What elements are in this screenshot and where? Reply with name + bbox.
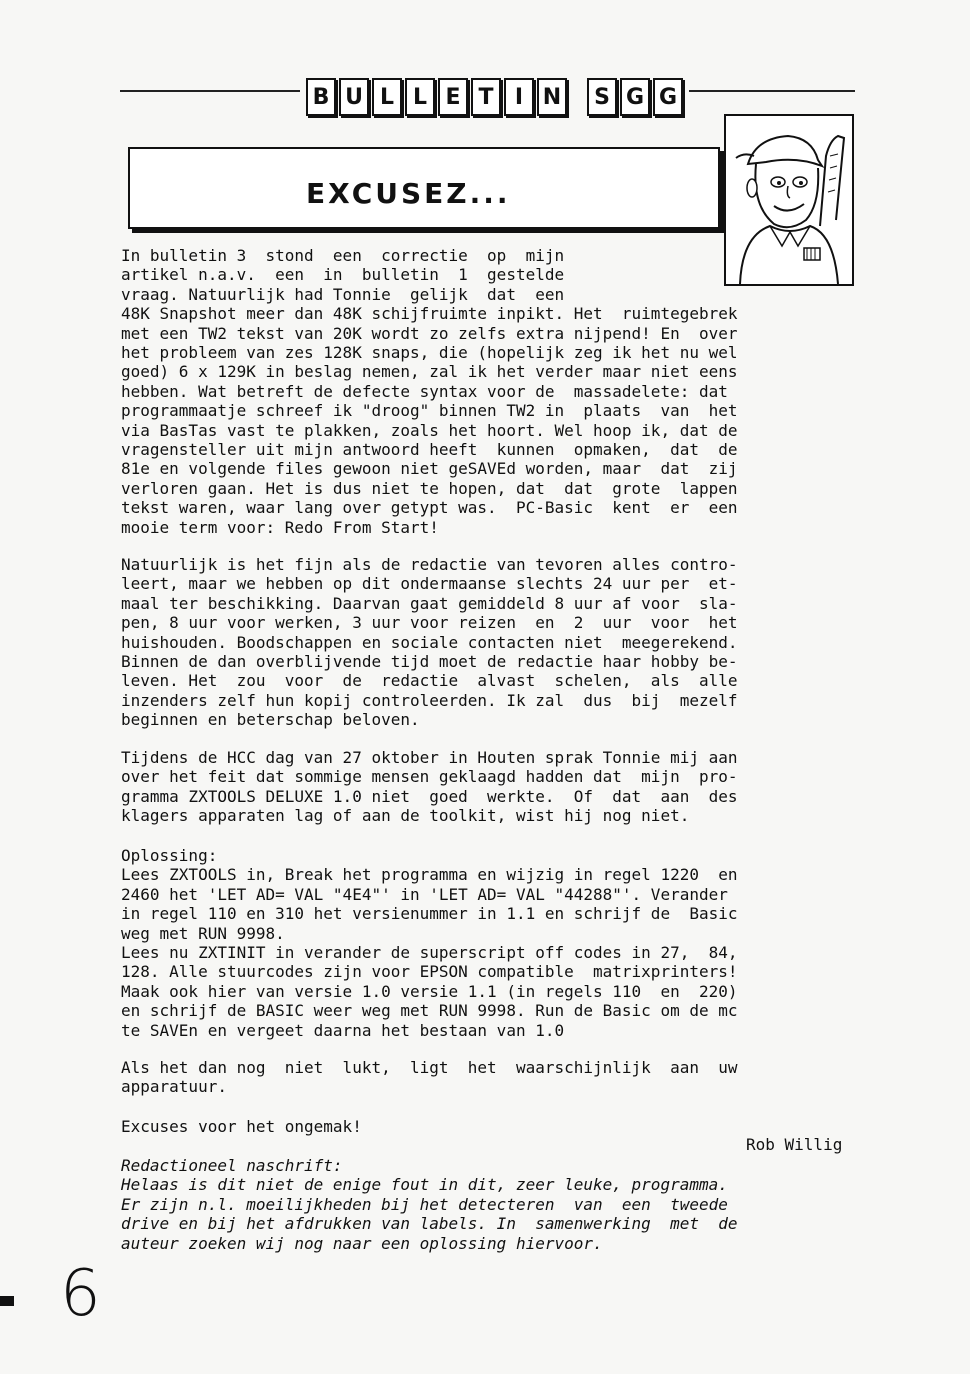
logo-letter: G <box>653 78 683 116</box>
paragraph-4-solution: Oplossing: Lees ZXTOOLS in, Break het programma en wijzig in regel 1220 en 2460 het 'LET AD= VAL "4E4"' in 'LET AD= VAL "44288"'. Verander in regel 110 en 310 het versienummer in 1.1 en schrijf de Basic weg met RUN 9998. Lees nu ZXTINIT in verander de superscript off codes in 27, 84, 128. Alle stuurcodes zijn voor EPSON compatible matrixprinters! Maak ook hier van versie 1.0 versie 1.1 (in regels 110 en 220) en schrijf de BASIC weer weg met RUN 9998. Run de Basic om de mc te SAVEn en vergeet daarna het bestaan van 1.0 <box>121 846 738 1040</box>
paragraph-1: In bulletin 3 stond een correctie op mijn artikel n.a.v. een in bulletin 1 gestelde vraag. Natuurlijk had Tonnie gelijk dat een 48K Snapshot meer dan 48K schijfruimte inpikt. Het ruimtegebrek met een TW2 tekst van 20K wordt zo zelfs extra nijpend! En over het probleem van zes 128K snaps, die (hopelijk zeg ik het nu wel goed) 6 x 129K in beslag nemen, zal ik het verder maar niet eens hebben. Wat betreft de defecte syntax voor de massadelete: dat programmaatje schreef ik "droog" binnen TW2 in plaats van het via BasTas vast te plakken, zoals het hoort. Wel hoop ik, dat de vragensteller uit mijn antwoord heeft kunnen opmaken, dat de 81e en volgende files gewoon niet geSAVEd worden, maar dat zij verloren gaan. Het is dus niet te hopen, dat dat grote lappen tekst waren, waar lang over getypt was. PC-Basic kent er een mooie term voor: Redo From Start! <box>121 246 738 537</box>
title-box <box>128 147 720 229</box>
logo-letter: I <box>504 78 534 116</box>
article-title: EXCUSEZ... <box>306 177 511 210</box>
logo-letter: S <box>587 78 617 116</box>
edge-mark <box>0 1296 14 1306</box>
logo-letter: B <box>306 78 336 116</box>
editorial-postscript: Redactioneel naschrift: Helaas is dit niet de enige fout in dit, zeer leuke, programma. Er zijn n.l. moeilijkheden bij het detecteren van een tweede drive en bij het afdrukken van labels. In samenwerking met de auteur zoeken wij nog naar een oplossing hiervoor. <box>121 1156 738 1253</box>
logo-letter: T <box>471 78 501 116</box>
paragraph-3: Tijdens de HCC dag van 27 oktober in Houten sprak Tonnie mij aan over het feit dat sommige mensen geklaagd hadden dat mijn pro- gramma ZXTOOLS DELUXE 1.0 niet goed werkte. Of dat aan des klagers apparaten lag of aan de toolkit, wist hij nog niet. <box>121 748 738 826</box>
paragraph-5: Als het dan nog niet lukt, ligt het waarschijnlijk aan uw apparatuur. <box>121 1058 738 1097</box>
page-number: 6 <box>60 1257 101 1331</box>
logo-letter: E <box>438 78 468 116</box>
author-signature: Rob Willig <box>746 1135 843 1154</box>
logo-letter: U <box>339 78 369 116</box>
paragraph-2: Natuurlijk is het fijn als de redactie van tevoren alles contro- leert, maar we hebben op dit ondermaanse slechts 24 uur per et- maal ter beschikking. Daarvan gaat gemiddeld 8 uur af voor sla- pen, 8 uur voor werken, 3 uur voor reizen en 2 uur voor het huishouden. Boodschappen en sociale contacten niet meegerekend. Binnen de dan overblijvende tijd moet de redactie haar hobby be- leven. Het zou voor de redactie alvast schelen, als alle inzenders zelf hun kopij controleerden. Ik zal dus bij mezelf beginnen en beterschap beloven. <box>121 555 738 730</box>
logo-letter: L <box>372 78 402 116</box>
logo-gap <box>570 78 584 116</box>
paragraph-6: Excuses voor het ongemak! <box>121 1117 362 1136</box>
logo-letter: N <box>537 78 567 116</box>
bulletin-sgg-logo <box>300 78 689 116</box>
logo-letter: G <box>620 78 650 116</box>
logo-letter: L <box>405 78 435 116</box>
